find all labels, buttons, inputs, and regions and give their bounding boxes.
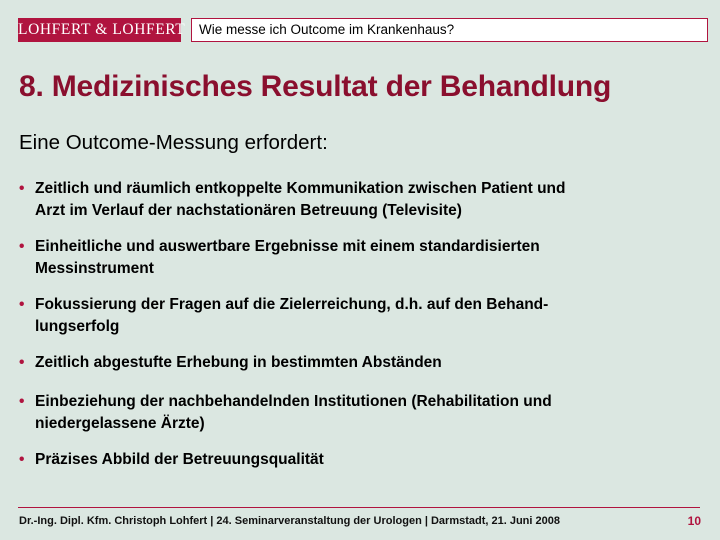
bullet-icon: • [19, 451, 25, 468]
bullet-item [19, 352, 679, 374]
bullet-item [19, 178, 679, 222]
bullet-text: Zeitlich abgestufte Erhebung in bestimmten Abständen [35, 354, 442, 371]
page-number: 10 [687, 514, 701, 528]
bullet-item [19, 236, 679, 280]
slide-subtitle: Eine Outcome-Messung erfordert: [19, 131, 328, 154]
bullet-text: Zeitlich und räumlich entkoppelte Kommunikation zwischen Patient und [35, 180, 566, 197]
bullet-icon: • [19, 354, 25, 371]
bullet-icon: • [19, 393, 25, 410]
footer-divider [18, 507, 700, 508]
bullet-text: niedergelassene Ärzte) [35, 415, 205, 432]
bullet-text: Fokussierung der Fragen auf die Zielerreichung, d.h. auf den Behand- [35, 296, 549, 313]
company-logo: LOHFERT & LOHFERT [18, 18, 181, 42]
bullet-text: Messinstrument [35, 260, 154, 277]
bullet-item [19, 294, 679, 338]
bullet-text: lungserfolg [35, 318, 120, 335]
slide-title: 8. Medizinisches Resultat der Behandlung [19, 70, 612, 103]
bullet-icon: • [19, 296, 25, 313]
bullet-text: Präzises Abbild der Betreuungsqualität [35, 451, 324, 468]
bullet-item [19, 391, 679, 435]
bullet-list [19, 178, 679, 488]
bullet-item [19, 449, 679, 471]
footer-text: Dr.-Ing. Dipl. Kfm. Christoph Lohfert | 24. Seminarveranstaltung der Urologen | Darmstadt, 21. Juni 2008 [19, 515, 560, 527]
bullet-icon: • [19, 180, 25, 197]
bullet-text: Einheitliche und auswertbare Ergebnisse mit einem standardisierten [35, 238, 540, 255]
bullet-icon: • [19, 238, 25, 255]
bullet-text: Einbeziehung der nachbehandelnden Institutionen (Rehabilitation und [35, 393, 552, 410]
bullet-text: Arzt im Verlauf der nachstationären Betreuung (Televisite) [35, 202, 462, 219]
presentation-topic: Wie messe ich Outcome im Krankenhaus? [191, 18, 708, 42]
